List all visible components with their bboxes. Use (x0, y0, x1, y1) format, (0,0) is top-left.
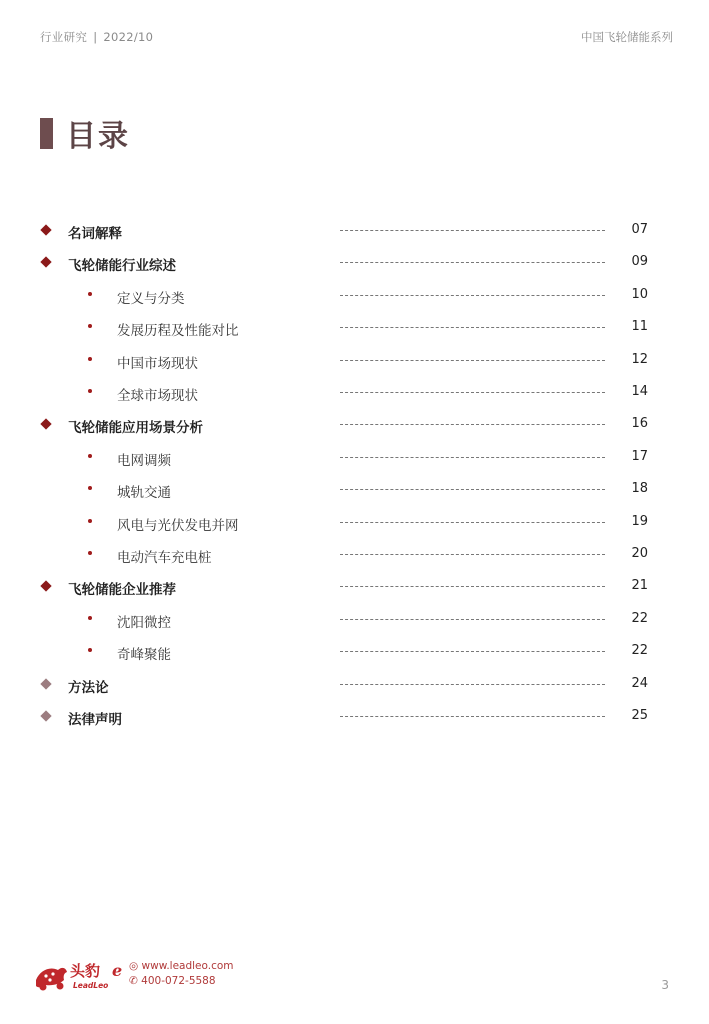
toc-entry[interactable] (0, 473, 709, 505)
toc-entry[interactable] (0, 344, 709, 376)
toc-entry[interactable] (0, 311, 709, 343)
toc-entry[interactable] (0, 376, 709, 408)
dot-bullet-icon (88, 486, 92, 490)
toc-entry[interactable] (0, 506, 709, 538)
dot-bullet-icon (88, 357, 92, 361)
toc-entry-page: 18 (631, 481, 648, 497)
toc-entry[interactable] (0, 668, 709, 700)
toc-entry[interactable] (0, 408, 709, 440)
header-series: 中国飞轮储能系列 (581, 30, 673, 44)
toc-entry-page: 17 (631, 448, 648, 464)
toc-entry-label: 奇峰聚能 (117, 647, 171, 664)
toc-entry-label: 全球市场现状 (117, 388, 198, 404)
footer-phone-text: 400-072-5588 (141, 975, 216, 987)
toc-entry-label: 定义与分类 (117, 290, 185, 307)
dotted-leader (340, 392, 605, 393)
dot-bullet-icon (88, 648, 92, 652)
toc-entry-page: 10 (631, 286, 648, 302)
dotted-leader (340, 586, 605, 587)
dotted-leader (340, 619, 605, 620)
header-date: 2022/10 (103, 30, 154, 44)
toc-entry-page: 24 (631, 675, 648, 691)
toc-entry[interactable] (0, 700, 709, 732)
toc-entry-label: 飞轮储能企业推荐 (68, 582, 176, 599)
diamond-bullet-icon (40, 710, 51, 721)
toc-entry-label: 飞轮储能行业综述 (68, 258, 176, 275)
toc-entry[interactable] (0, 635, 709, 667)
footer-url-text: www.leadleo.com (141, 960, 234, 972)
diamond-bullet-icon (40, 257, 51, 268)
toc-entry-page: 22 (631, 610, 648, 626)
toc-entry-label: 发展历程及性能对比 (117, 323, 239, 340)
dotted-leader (340, 684, 605, 685)
svg-text:e: e (112, 961, 123, 980)
dot-bullet-icon (88, 292, 92, 296)
toc-entry[interactable] (0, 538, 709, 570)
toc-entry-label: 电动汽车充电桩 (117, 550, 212, 566)
dot-bullet-icon (88, 454, 92, 458)
dotted-leader (340, 327, 605, 328)
dotted-leader (340, 424, 605, 425)
toc-entry-page: 22 (631, 643, 648, 659)
page-title: 目录 (66, 119, 130, 154)
toc-entry-label: 风电与光伏发电并网 (117, 517, 239, 534)
toc-entry-page: 16 (631, 416, 648, 432)
toc-entry-page: 25 (631, 708, 648, 723)
diamond-bullet-icon (40, 419, 51, 430)
diamond-bullet-icon (40, 581, 51, 592)
diamond-bullet-icon (40, 678, 51, 689)
dotted-leader (340, 262, 605, 263)
toc-entry-page: 14 (631, 384, 648, 399)
toc-entry[interactable] (0, 441, 709, 473)
globe-icon: ◎ (129, 960, 139, 972)
toc-entry[interactable] (0, 214, 709, 246)
toc-entry-label: 城轨交通 (117, 485, 171, 502)
header-left (40, 29, 153, 45)
toc-entry-page: 11 (631, 319, 648, 335)
dotted-leader (340, 457, 605, 458)
toc-entry[interactable] (0, 603, 709, 635)
toc-entry[interactable] (0, 279, 709, 311)
dotted-leader (340, 651, 605, 652)
dotted-leader (340, 522, 605, 523)
dot-bullet-icon (88, 551, 92, 555)
dotted-leader (340, 360, 605, 361)
toc-entry-label: 方法论 (68, 679, 109, 696)
page-number: 3 (661, 978, 669, 992)
header-separator: | (93, 30, 98, 44)
toc-entry-label: 法律声明 (68, 712, 122, 728)
dot-bullet-icon (88, 519, 92, 523)
dot-bullet-icon (88, 389, 92, 393)
dotted-leader (340, 716, 605, 717)
toc-entry-page: 12 (631, 351, 648, 367)
toc-entry-label: 电网调频 (117, 452, 171, 469)
dot-bullet-icon (88, 616, 92, 620)
footer-phone (129, 975, 216, 987)
toc-entry-label: 沈阳微控 (117, 614, 171, 631)
diamond-bullet-icon (40, 224, 51, 235)
header-category: 行业研究 (40, 30, 88, 44)
toc-entry-page: 21 (631, 578, 648, 594)
toc-entry-page: 19 (631, 513, 648, 529)
toc-entry-page: 07 (631, 222, 648, 237)
svg-text:头豹: 头豹 (70, 962, 101, 980)
toc-entry-page: 20 (631, 546, 648, 561)
phone-icon: ✆ (129, 975, 138, 987)
dotted-leader (340, 230, 605, 231)
dot-bullet-icon (88, 324, 92, 328)
dotted-leader (340, 554, 605, 555)
toc-entry[interactable] (0, 570, 709, 602)
toc-entry-label: 飞轮储能应用场景分析 (68, 420, 203, 437)
title-accent-bar (40, 118, 53, 149)
dotted-leader (340, 295, 605, 296)
toc-entry[interactable] (0, 246, 709, 278)
toc-entry-label: 中国市场现状 (117, 355, 198, 372)
footer-url[interactable] (129, 960, 234, 972)
svg-text:LeadLeo: LeadLeo (73, 981, 109, 990)
dotted-leader (340, 489, 605, 490)
leadleo-logo (34, 958, 126, 998)
toc-entry-page: 09 (631, 254, 648, 270)
leopard-logo-icon (34, 958, 126, 994)
toc-entry-label: 名词解释 (68, 226, 122, 242)
